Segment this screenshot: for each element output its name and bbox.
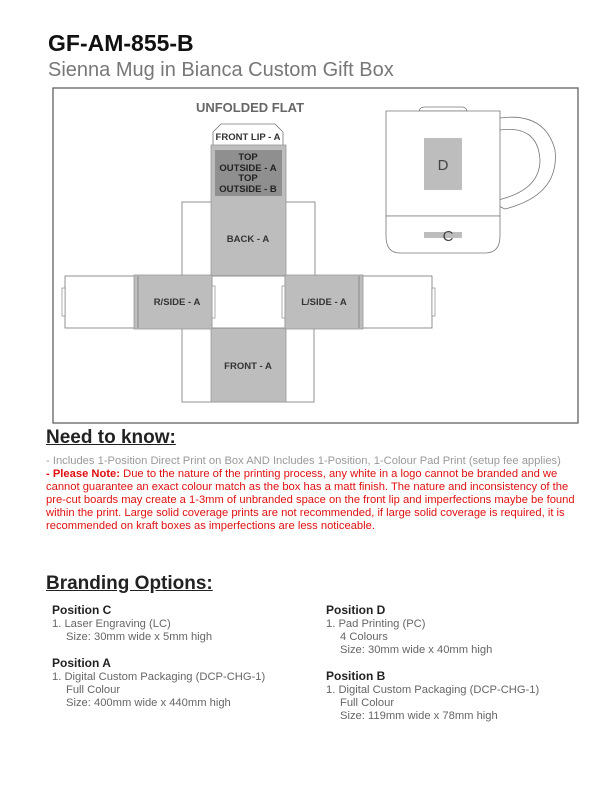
please-note (46, 468, 586, 533)
position-d-label: D (437, 157, 449, 174)
back-label: BACK - A (226, 234, 270, 245)
left-tab (62, 288, 65, 316)
notes (46, 455, 586, 534)
position-title: Position A (52, 656, 111, 670)
includes-note: - Includes 1-Position Direct Print on Box AND Includes 1-Position, 1-Colour Pad Print (setup fee applies) (46, 455, 561, 467)
position-size: Size: 30mm wide x 40mm high (340, 644, 493, 656)
position-a (52, 657, 265, 710)
position-size: Size: 400mm wide x 440mm high (66, 697, 231, 709)
position-colour: Full Colour (66, 684, 121, 696)
bottom-panel-tab (282, 286, 285, 318)
top-outside-b-label: OUTSIDE - B (219, 184, 277, 195)
front-lip-label: FRONT LIP - A (215, 132, 281, 143)
mug-lid-tab (419, 107, 467, 111)
product-code: GF-AM-855-B (48, 30, 194, 56)
position-title: Position B (326, 669, 386, 683)
position-c (52, 604, 212, 644)
top-outside-a-label: OUTSIDE - A (219, 163, 277, 174)
position-title: Position D (326, 603, 386, 617)
position-method: 1. Laser Engraving (LC) (52, 618, 171, 630)
position-b (326, 670, 539, 723)
need-to-know-heading: Need to know: (46, 427, 176, 448)
right-tab (432, 288, 435, 316)
top-label: TOP (238, 173, 258, 184)
please-note-label: - Please Note: (46, 468, 120, 481)
position-method: 1. Digital Custom Packaging (DCP-CHG-1) (52, 671, 266, 683)
r-side-label: R/SIDE - A (153, 297, 201, 308)
position-colour: 4 Colours (340, 631, 388, 643)
position-method: 1. Pad Printing (PC) (326, 618, 426, 630)
front-label: FRONT - A (224, 361, 272, 372)
top-label: TOP (238, 152, 258, 163)
position-colour: Full Colour (340, 697, 395, 709)
position-title: Position C (52, 603, 112, 617)
position-size: Size: 30mm wide x 5mm high (66, 631, 213, 643)
position-method: 1. Digital Custom Packaging (DCP-CHG-1) (326, 684, 540, 696)
position-size: Size: 119mm wide x 78mm high (340, 710, 498, 722)
position-c-label: C (442, 228, 454, 245)
please-note-text: Due to the nature of the printing process, any white in a logo cannot be branded and we cannot guarantee an exact colour match as the box has a matt finish. The nature and inconsistency of the pre-cut boards may create a 1-3mm of unbranded space on the front lip and imperfections maybe be found within the print. Large solid coverage prints are not recommended, if large solid coverage is required, it is recommended on kraft boxes as imperfections are less noticeable. (46, 468, 575, 533)
diagram-title: UNFOLDED FLAT (195, 100, 305, 115)
bottom-panel (212, 276, 285, 328)
l-side-label: L/SIDE - A (301, 297, 347, 308)
position-d (326, 604, 492, 657)
branding-options-heading: Branding Options: (46, 573, 213, 594)
product-title: Sienna Mug in Bianca Custom Gift Box (48, 59, 394, 81)
bottom-panel-tab (212, 286, 215, 318)
